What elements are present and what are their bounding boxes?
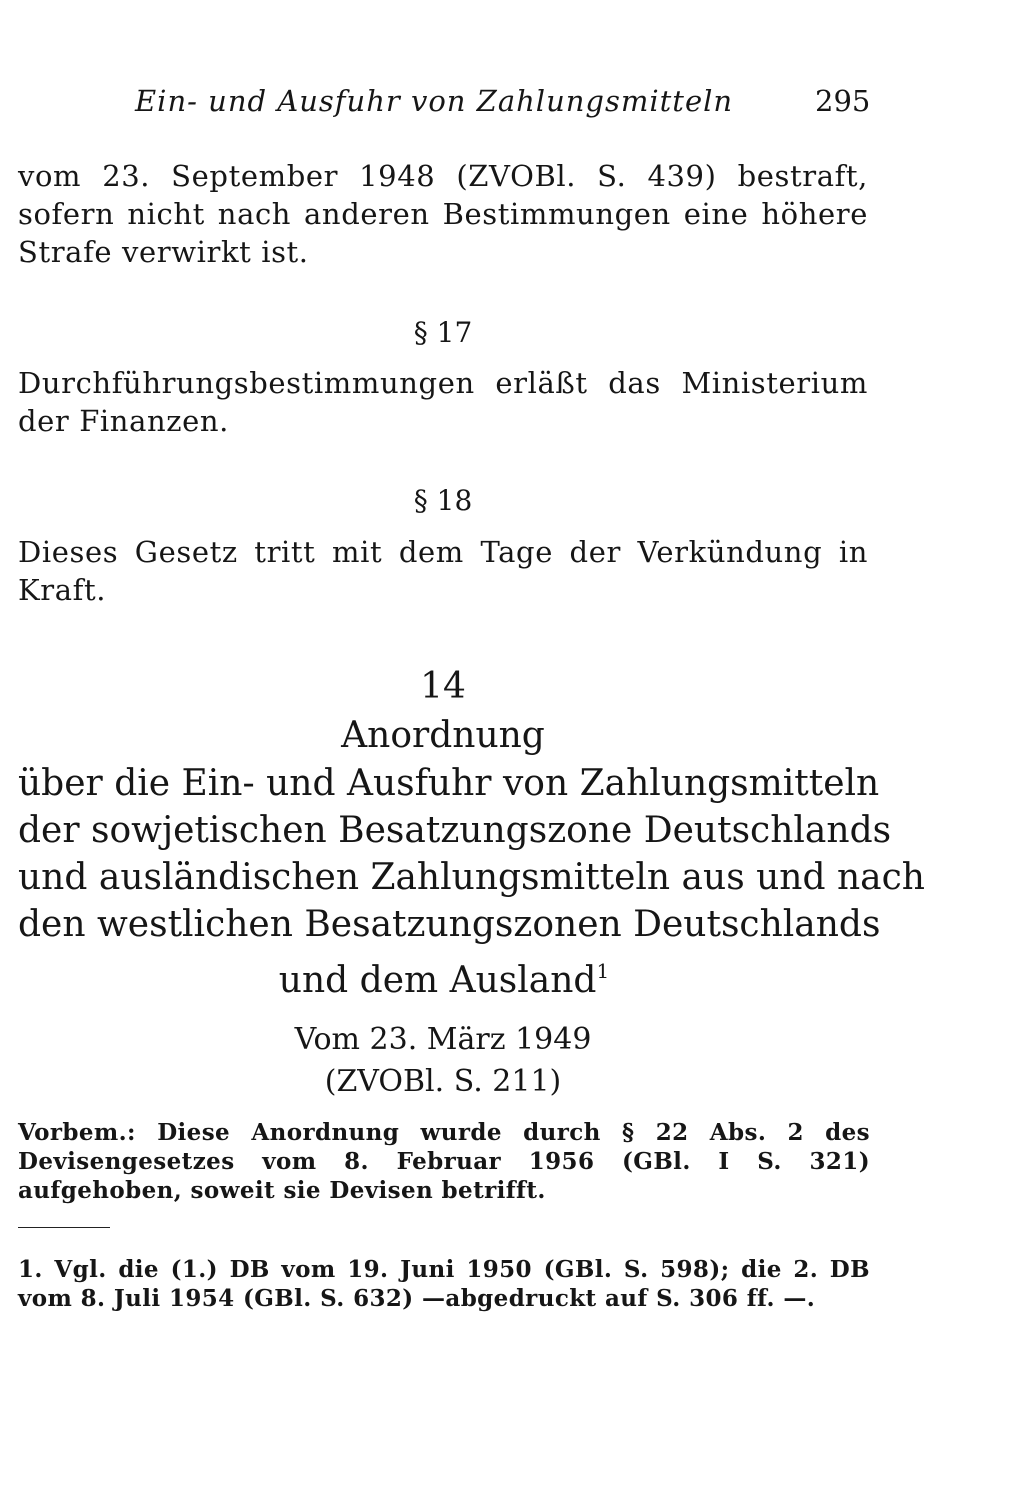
title-line-2: der sowjetischen Besatzungszone Deutschlands [18, 810, 892, 851]
document-number: 14 [420, 666, 466, 707]
section-18-paragraph: Dieses Gesetz tritt mit dem Tage der Verkündung in Kraft. [18, 535, 868, 607]
preliminary-remark: Vorbem.: Diese Anordnung wurde durch § 22 Abs. 2 des Devisengesetzes vom 8. Februar 1956 (GBl. I S. 321) aufgehoben, soweit sie Devisen betrifft. [18, 1119, 870, 1204]
continuation-paragraph: vom 23. September 1948 (ZVOBl. S. 439) bestraft, sofern nicht nach anderen Bestimmungen eine höhere Strafe verwirkt ist. [18, 159, 868, 269]
footnote-reference: 1 [596, 959, 610, 983]
title-line-1: über die Ein- und Ausfuhr von Zahlungsmitteln [18, 763, 880, 804]
document-date: Vom 23. März 1949 [294, 1022, 592, 1057]
title-line-4: den westlichen Besatzungszonen Deutschlands [18, 904, 881, 945]
footnote-separator [18, 1227, 110, 1228]
document-source: (ZVOBl. S. 211) [324, 1064, 562, 1099]
title-line-5 [18, 948, 870, 1001]
title-line-3: und ausländischen Zahlungsmitteln aus und nach [18, 857, 925, 898]
running-head-title: Ein- und Ausfuhr von Zahlungsmitteln [135, 84, 734, 118]
section-17-paragraph: Durchführungsbestimmungen erläßt das Ministerium der Finanzen. [18, 366, 868, 438]
document-title [18, 760, 925, 1001]
page-number: 295 [815, 84, 871, 118]
section-18-heading: § 18 [413, 484, 473, 517]
section-17-heading: § 17 [413, 316, 473, 349]
document-type-heading: Anordnung [341, 715, 545, 756]
title-line-5-text: und dem Ausland [278, 960, 597, 1001]
footnote-1: 1. Vgl. die (1.) DB vom 19. Juni 1950 (GBl. S. 598); die 2. DB vom 8. Juli 1954 (GBl. S. 632) —abgedruckt auf S. 306 ff. —. [18, 1256, 870, 1312]
